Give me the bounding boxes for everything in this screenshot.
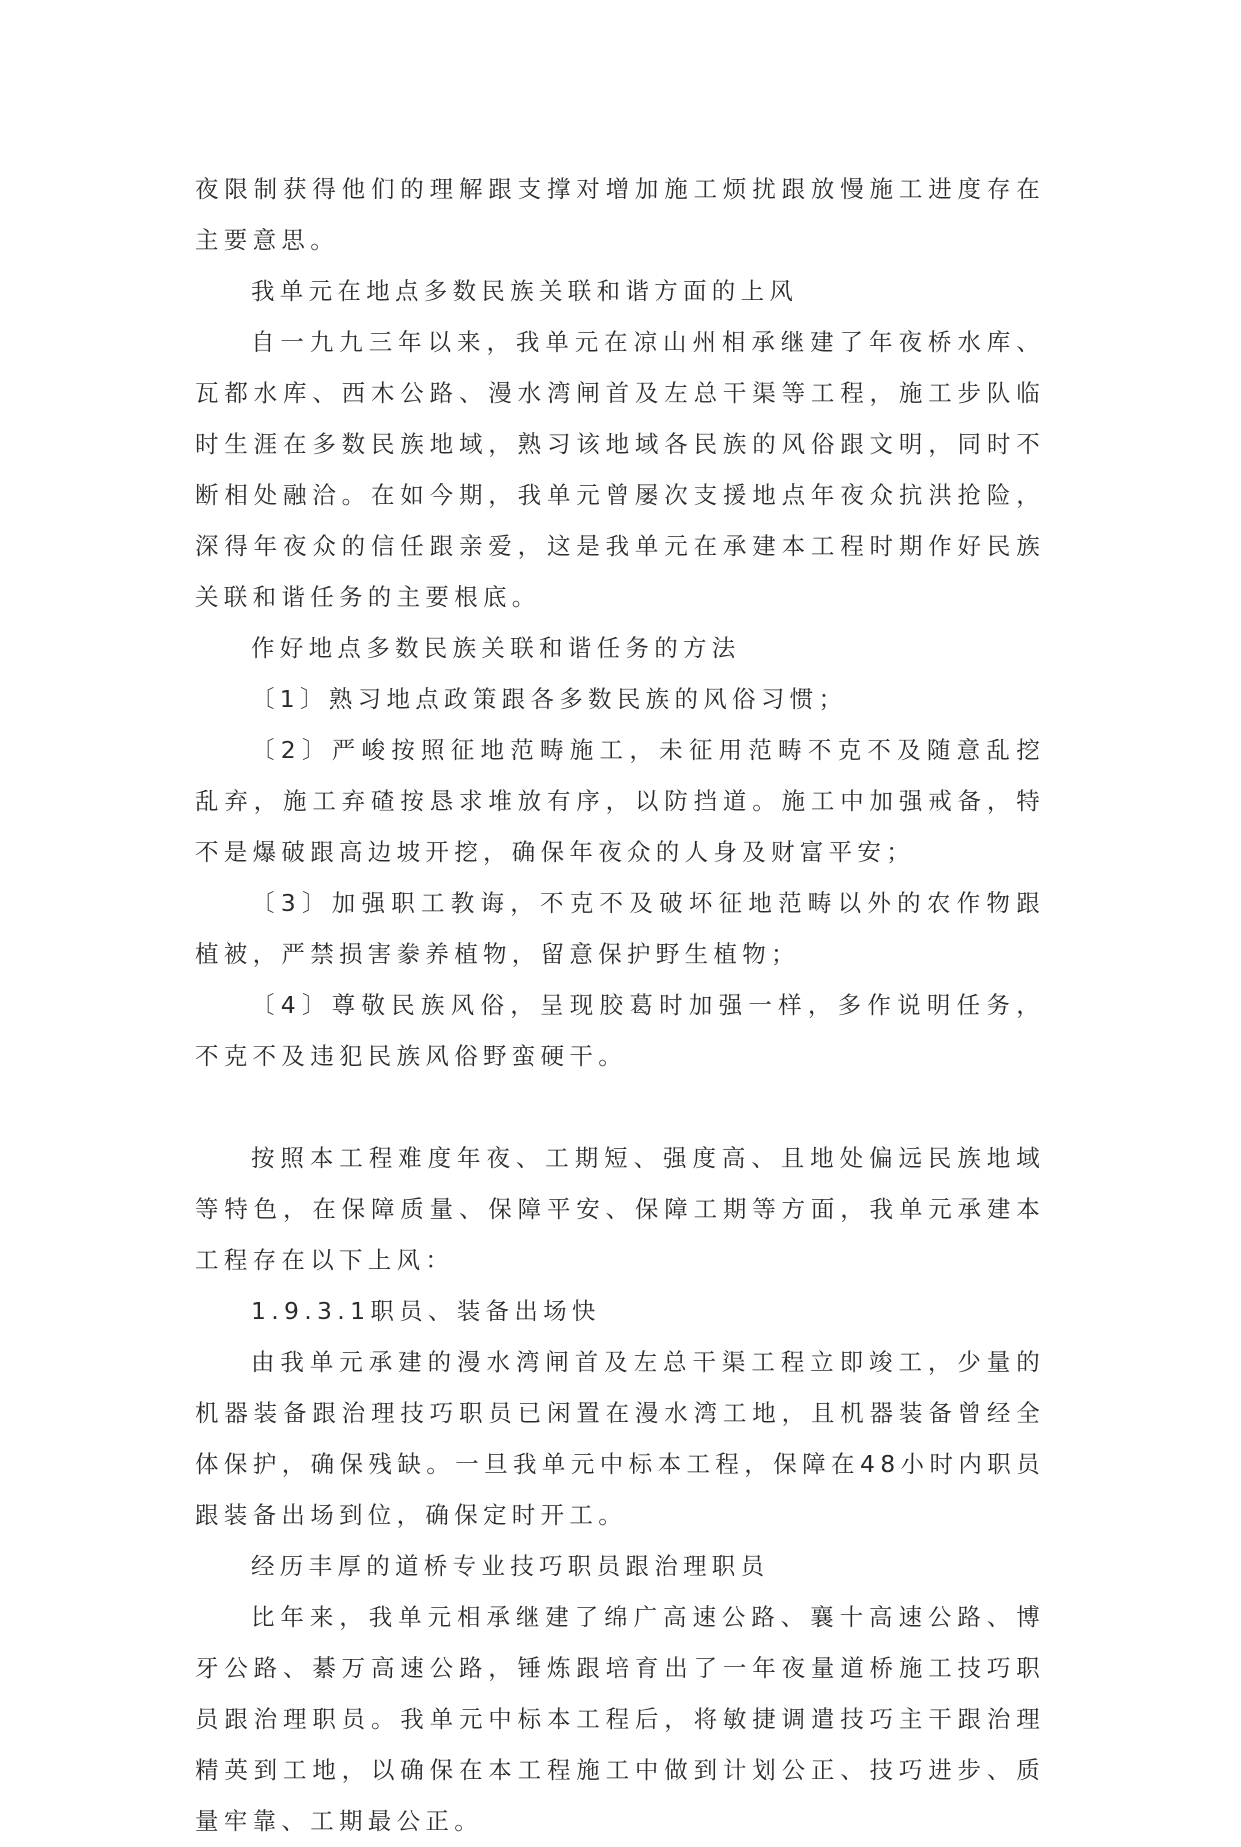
list-item-2: 〔2〕严峻按照征地范畴施工，未征用范畴不克不及随意乱挖乱弃，施工弃碴按恳求堆放有序，以防挡道。施工中加强戒备，特不是爆破跟高边坡开挖，确保年夜众的人身及财富平安； bbox=[195, 736, 1045, 866]
section-heading-1-9-3-1: 1.9.3.1职员、装备出场快 bbox=[251, 1297, 601, 1325]
paragraph-experience: 比年来，我单元相承继建了绵广高速公路、襄十高速公路、博牙公路、綦万高速公路，锤炼跟培育出了一年夜量道桥施工技巧职员跟治理职员。我单元中标本工程后，将敏捷调遣技巧主干跟治理精英到工地，以确保在本工程施工中做到计划公正、技巧进步、质量牢靠、工期最公正。 bbox=[195, 1603, 1045, 1835]
document-body bbox=[195, 164, 1045, 1847]
paragraph-history: 自一九九三年以来，我单元在凉山州相承继建了年夜桥水库、瓦都水库、西木公路、漫水湾闸首及左总干渠等工程，施工步队临时生涯在多数民族地域，熟习该地域各民族的风俗跟文明，同时不断相处融洽。在如今期，我单元曾屡次支援地点年夜众抗洪抢险，深得年夜众的信任跟亲爱，这是我单元在承建本工程时期作好民族关联和谐任务的主要根底。 bbox=[195, 328, 1045, 611]
paragraph-summary: 按照本工程难度年夜、工期短、强度高、且地处偏远民族地域等特色，在保障质量、保障平安、保障工期等方面，我单元承建本工程存在以下上风： bbox=[195, 1144, 1045, 1274]
section-heading-advantage: 我单元在地点多数民族关联和谐方面的上风 bbox=[251, 277, 799, 305]
list-item-1: 〔1〕熟习地点政策跟各多数民族的风俗习惯； bbox=[251, 685, 848, 713]
list-item-3: 〔3〕加强职工教诲，不克不及破坏征地范畴以外的农作物跟植被，严禁损害豢养植物，留意保护野生植物； bbox=[195, 889, 1045, 968]
section-heading-methods: 作好地点多数民族关联和谐任务的方法 bbox=[251, 634, 741, 662]
list-item-4: 〔4〕尊敬民族风俗，呈现胶葛时加强一样，多作说明任务，不克不及违犯民族风俗野蛮硬干。 bbox=[195, 991, 1045, 1070]
paragraph-gap bbox=[195, 1082, 1045, 1133]
section-heading-staff: 经历丰厚的道桥专业技巧职员跟治理职员 bbox=[251, 1552, 770, 1580]
paragraph-equipment: 由我单元承建的漫水湾闸首及左总干渠工程立即竣工，少量的机器装备跟治理技巧职员已闲置在漫水湾工地，且机器装备曾经全体保护，确保残缺。一旦我单元中标本工程，保障在48小时内职员跟装备出场到位，确保定时开工。 bbox=[195, 1348, 1045, 1529]
paragraph-continuation: 夜限制获得他们的理解跟支撑对增加施工烦扰跟放慢施工进度存在主要意思。 bbox=[195, 175, 1045, 254]
